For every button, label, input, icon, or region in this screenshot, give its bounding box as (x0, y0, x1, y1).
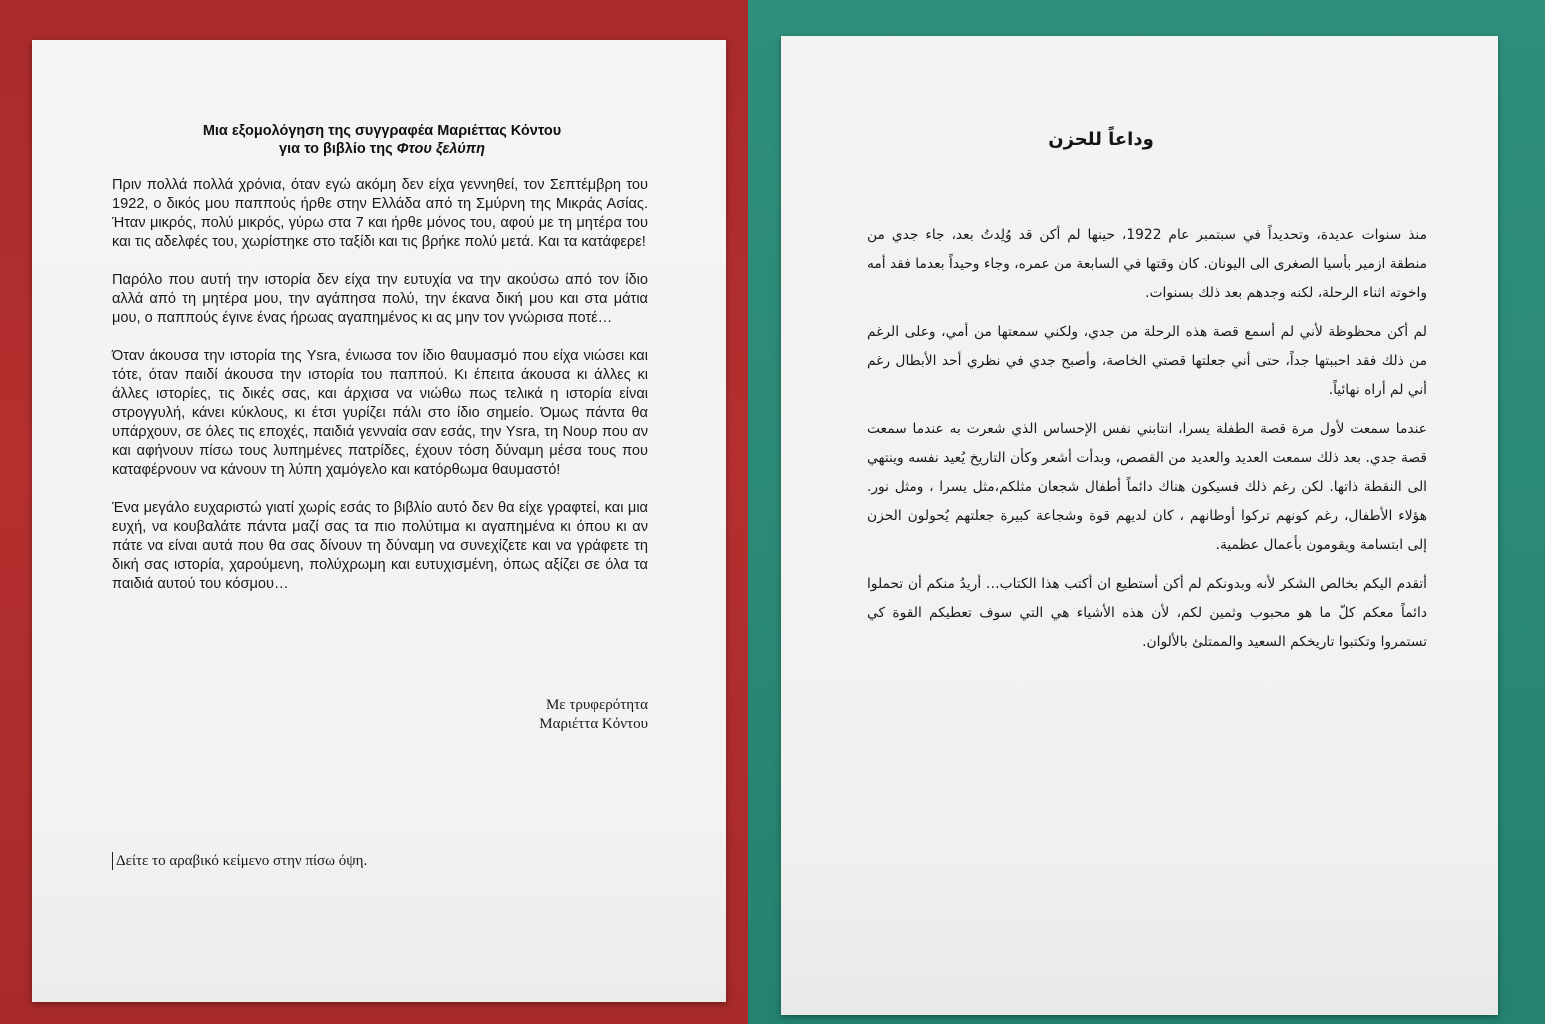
greek-title (112, 122, 652, 158)
arabic-paragraph-4: أتقدم اليكم بخالص الشكر لأنه وبدونكم لم أكن أستطيع ان أكتب هذا الكتاب… أريدُ منكم أن تحملوا دائماً معكم كلّ ما هو محبوب وثمين لكم، لأن هذه الأشياء هي التي سوف تعطيكم القوة كي تستمروا وتكتبوا تاريخكم السعيد والممتلئ بالألوان. (867, 576, 1427, 650)
book-title: Φτου ξελύπη (396, 141, 485, 157)
greek-title-prefix: για το βιβλίο της (279, 141, 397, 157)
greek-letter-page (32, 40, 726, 1002)
arabic-paragraph-2: لم أكن محظوظة لأني لم أسمع قصة هذه الرحلة من جدي، ولكني سمعتها من أمي، وعلى الرغم من ذلك فقد احببتها جداً، حتى أني جعلتها قصتي الخاصة، وأصبح جدي في نظري أحد الأبطال رغم أني لم أراه نهائياً. (867, 324, 1427, 398)
greek-paragraph-2: Παρόλο που αυτή την ιστορία δεν είχα την ευτυχία να την ακούσω από τον ίδιο αλλά από τη μητέρα μου, την αγάπησα πολύ, την έκανα δική μου και στα μάτια μου, ο παππούς έγινε ένας ήρωας αγαπημένος κι ας μην τον γνώρισα ποτέ… (112, 272, 648, 326)
greek-signature-block (412, 696, 648, 734)
arabic-paragraph-3: عندما سمعت لأول مرة قصة الطفلة يسرا، انتابني نفس الإحساس الذي شعرت به عندما سمعت قصة جدي. بعد ذلك سمعت العديد والعديد من القصص، وبدأت أشعر وكأن التاريخ يُعيد نفسه وينتهي الى النقطة ذاتها. لكن رغم ذلك فسيكون هناك دائماً أطفال شجعان مثلكم،مثل يسرا ، ومثل نور. هؤلاء الأطفال، رغم كونهم تركوا أوطانهم ، كان لديهم قوة وشجاعة كبيرة جعلتهم يُحولون الحزن إلى ابتسامة ويقومون بأعمال عظمية. (867, 421, 1427, 553)
closing-phrase: Με τρυφερότητα (545, 697, 648, 713)
greek-paragraph-4: Ένα μεγάλο ευχαριστώ γιατί χωρίς εσάς το βιβλίο αυτό δεν θα είχε γραφτεί, και μια ευχή, να κουβαλάτε πάντα μαζί σας τα πιο πολύτιμα κι αγαπημένα κι όπου κι αν πάτε να είναι αυτά που θα σας δίνουν τη δύναμη να συνεχίζετε και να γράφετε τη δική σας ιστορία, χαρούμενη, πολύχρωμη και ευτυχισμένη, όπως αξίζει σε όλα τα παιδιά αυτού του κόσμου… (112, 500, 648, 592)
greek-footnote: Δείτε το αραβικό κείμενο στην πίσω όψη. (112, 852, 367, 870)
greek-letter-body (112, 176, 648, 613)
greek-title-line-1: Μια εξομολόγηση της συγγραφέα Μαριέττας Κόντου (202, 123, 562, 139)
arabic-letter-body (867, 221, 1427, 667)
author-signature: Μαριέττα Κόντου (539, 716, 648, 732)
greek-title-line-2 (112, 140, 652, 158)
greek-paragraph-3: Όταν άκουσα την ιστορία της Ysra, ένιωσα τον ίδιο θαυμασμό που είχα νιώσει και τότε, όταν παιδί άκουσα την ιστορία του παππού. Κι έπειτα άκουσα κι άλλες κι άλλες ιστορίες, τις δικές σας, και άρχισα να νιώθω πως τελικά η ιστορία είναι στρογγυλή, κάνει κύκλους, κι έτσι γυρίζει πάλι στο ίδιο σημείο. Όμως πάντα θα υπάρχουν, σε όλες τις εποχές, παιδιά γενναία σαν εσάς, την Ysra, τη Νουρ που αν και αφήνουν πίσω τους λυπημένες πατρίδες, έχουν τόση δύναμη μέσα τους που καταφέρνουν να κάνουν τη λύπη χαμόγελο και κατόρθωμα θαυμαστό! (112, 348, 648, 478)
arabic-letter-page (781, 36, 1498, 1015)
greek-paragraph-1: Πριν πολλά πολλά χρόνια, όταν εγώ ακόμη δεν είχα γεννηθεί, τον Σεπτέμβρη του 1922, ο δικός μου παππούς ήρθε στην Ελλάδα από τη Σμύρνη της Μικράς Ασίας. Ήταν μικρός, πολύ μικρός, γύρω στα 7 και ήρθε μόνος του, αφού με τη μητέρα του και τις αδελφές του, χωρίστηκε στο ταξίδι και τις βρήκε πολύ μετά. Και τα κατάφερε! (112, 177, 648, 250)
arabic-paragraph-1: منذ سنوات عديدة، وتحديداً في سبتمبر عام 1922، حينها لم أكن قد وُلِدتُ بعد، جاء جدي من منطقة ازمير بأسيا الصغرى الى اليونان. كان وقتها في السابعة من عمره، وجاء وحيداً بعدما فقد أمه واخوته اثناء الرحلة، لكنه وجدهم بعد ذلك بسنوات. (867, 227, 1427, 301)
arabic-title: وداعاً للحزن (1048, 129, 1154, 150)
